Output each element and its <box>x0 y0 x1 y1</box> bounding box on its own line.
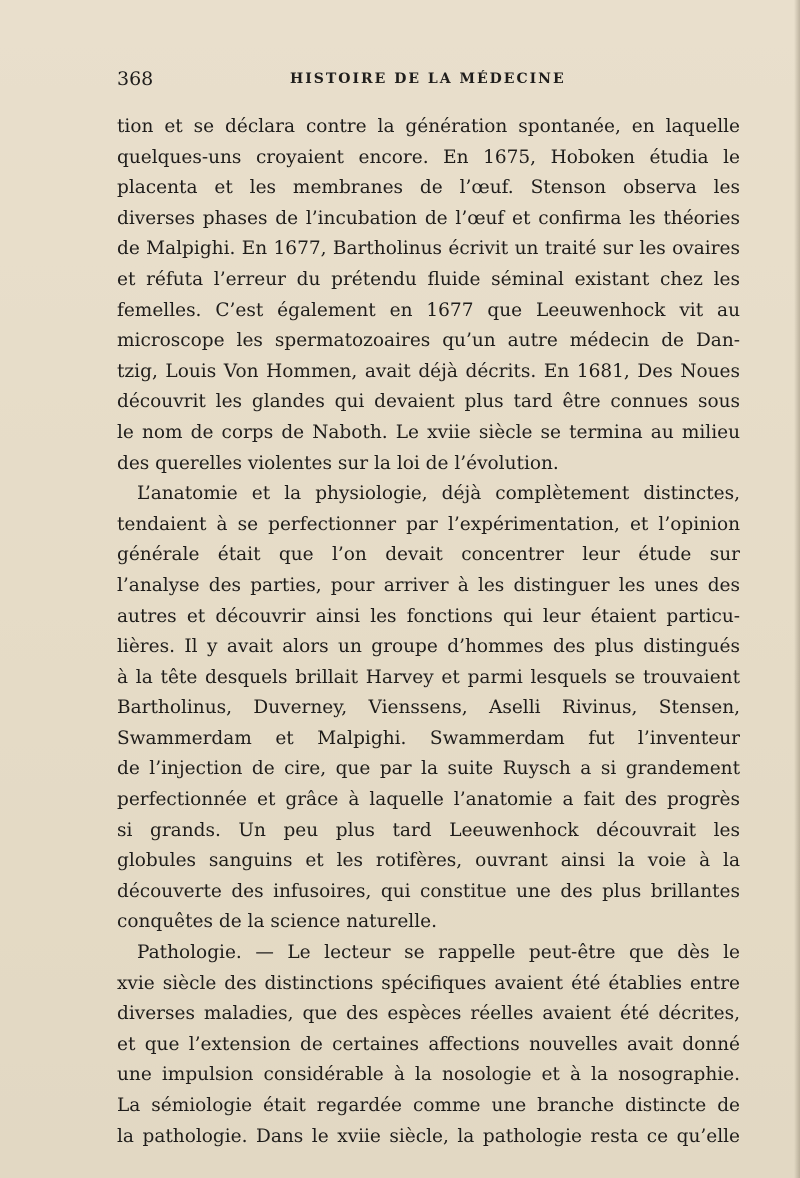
page-edge-shadow <box>794 0 800 1178</box>
text-line: si grands. Un peu plus tard Leeuwenhock découvrait les <box>117 819 740 841</box>
page-number: 368 <box>117 68 154 90</box>
text-line: Swammerdam et Malpighi. Swammerdam fut l’inventeur <box>117 727 740 749</box>
text-line: tendaient à se perfectionner par l’expérimentation, et l’opinion <box>117 513 740 535</box>
text-line: des querelles violentes sur la loi de l’évolution. <box>117 452 559 474</box>
text-line: Pathologie. — Le lecteur se rappelle peut-être que dès le <box>137 942 740 964</box>
body-text <box>117 112 740 1152</box>
text-line: et que l’extension de certaines affections nouvelles avait donné <box>117 1033 740 1055</box>
page-header <box>117 68 740 98</box>
text-line: perfectionnée et grâce à laquelle l’anatomie a fait des progrès <box>117 789 740 811</box>
text-line: placenta et les membranes de l’œuf. Stenson observa les <box>117 177 740 199</box>
text-line: de l’injection de cire, que par la suite Ruysch a si grandement <box>117 758 740 780</box>
text-line: tzig, Louis Von Hommen, avait déjà décrits. En 1681, Des Noues <box>117 360 740 382</box>
text-line: quelques-uns croyaient encore. En 1675, Hoboken étudia le <box>117 146 740 168</box>
text-line: femelles. C’est également en 1677 que Leeuwenhock vit au <box>117 299 740 321</box>
text-line: et réfuta l’erreur du prétendu fluide séminal existant chez les <box>117 268 740 290</box>
text-line: à la tête desquels brillait Harvey et parmi lesquels se trouvaient <box>117 666 740 688</box>
text-line: le nom de corps de Naboth. Le xviie siècle se termina au milieu <box>117 421 740 443</box>
text-line: découverte des infusoires, qui constitue une des plus brillantes <box>117 880 740 902</box>
text-line: microscope les spermatozoaires qu’un autre médecin de Dan- <box>117 330 740 352</box>
text-line: diverses phases de l’incubation de l’œuf et confirma les théories <box>117 207 740 229</box>
text-line: découvrit les glandes qui devaient plus tard être connues sous <box>117 391 740 413</box>
text-line: xvie siècle des distinctions spécifiques avaient été établies entre <box>117 972 740 994</box>
text-line: générale était que l’on devait concentrer leur étude sur <box>117 544 740 566</box>
text-line: Bartholinus, Duverney, Vienssens, Aselli Rivinus, Stensen, <box>117 697 740 719</box>
text-line: conquêtes de la science naturelle. <box>117 911 437 933</box>
text-line: une impulsion considérable à la nosologie et à la nosographie. <box>117 1064 740 1086</box>
running-head: HISTOIRE DE LA MÉDECINE <box>290 71 566 87</box>
text-line: la pathologie. Dans le xviie siècle, la pathologie resta ce qu’elle <box>117 1125 740 1147</box>
text-line: l’analyse des parties, pour arriver à les distinguer les unes des <box>117 574 740 596</box>
text-line: La sémiologie était regardée comme une branche distincte de <box>117 1095 740 1116</box>
text-line: globules sanguins et les rotifères, ouvrant ainsi la voie à la <box>117 850 740 872</box>
text-line: tion et se déclara contre la génération spontanée, en laquelle <box>117 116 740 137</box>
text-line: L’anatomie et la physiologie, déjà complètement distinctes, <box>137 483 740 505</box>
text-line: de Malpighi. En 1677, Bartholinus écrivit un traité sur les ovaires <box>117 238 740 260</box>
text-line: lières. Il y avait alors un groupe d’hommes des plus distingués <box>117 636 740 658</box>
text-line: diverses maladies, que des espèces réelles avaient été décrites, <box>117 1003 740 1025</box>
text-line: autres et découvrir ainsi les fonctions qui leur étaient particu- <box>117 605 740 627</box>
